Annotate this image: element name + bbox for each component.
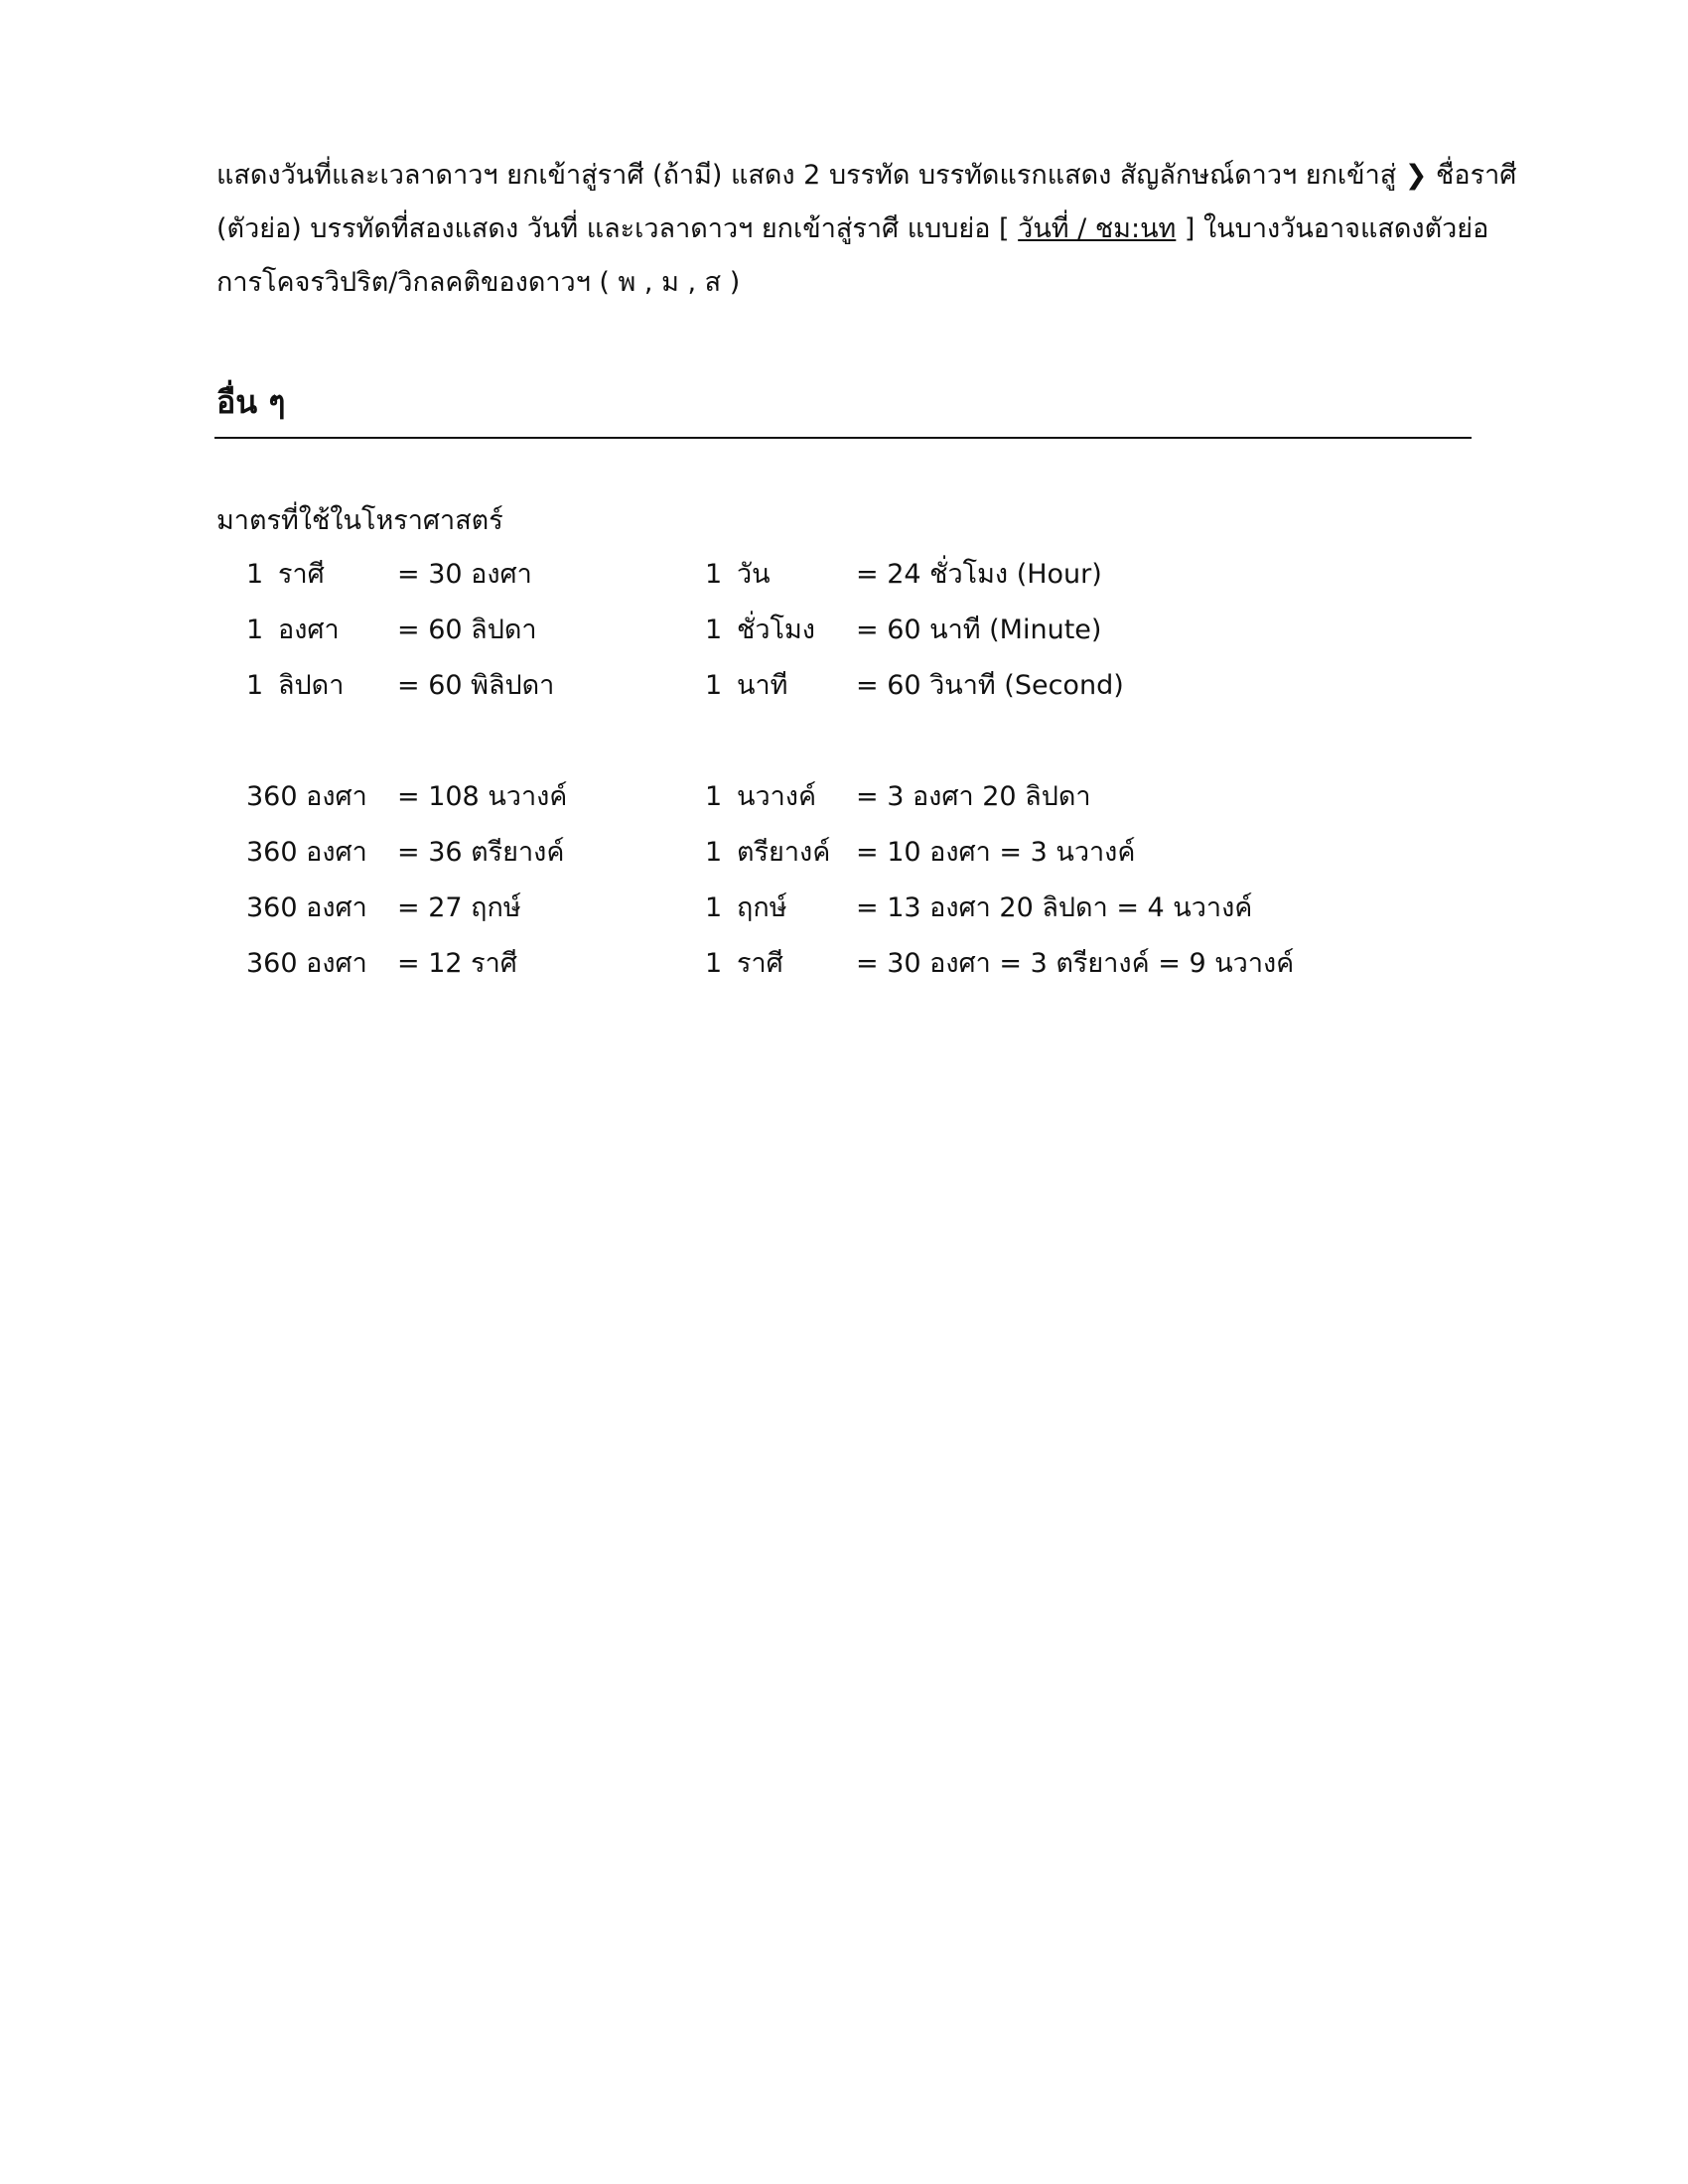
intro-line-1 (216, 149, 1517, 203)
unit-count: 1 (705, 837, 723, 868)
unit-equivalent: = 36 ตรียางค์ (397, 837, 565, 868)
unit-name: ตรียางค์ (737, 837, 831, 868)
unit-equivalent: = 12 ราศี (397, 948, 517, 979)
unit-row (0, 774, 1688, 820)
unit-row (0, 941, 1688, 987)
unit-count: 1 (705, 559, 723, 590)
unit-equivalent: = 60 ลิปดา (397, 614, 537, 645)
date-time-format: วันที่ / ชม:นท (1018, 213, 1177, 244)
unit-name: วัน (737, 559, 771, 590)
unit-row (0, 830, 1688, 876)
unit-total: 360 องศา (246, 837, 367, 868)
unit-equivalent: = 27 ฤกษ์ (397, 892, 521, 923)
unit-name: ราศี (278, 559, 325, 590)
section-divider (214, 437, 1472, 439)
unit-name: ราศี (737, 948, 783, 979)
unit-total: 360 องศา (246, 781, 367, 812)
unit-count: 1 (705, 948, 723, 979)
unit-count: 1 (246, 670, 264, 701)
unit-row (0, 552, 1688, 598)
unit-name: นวางค์ (737, 781, 817, 812)
unit-equivalent: = 60 นาที (Minute) (856, 614, 1102, 645)
unit-equivalent: = 30 องศา = 3 ตรียางค์ = 9 นวางค์ (856, 948, 1295, 979)
intro-line-1-end: ชื่อราศี (1436, 160, 1517, 191)
intro-line-2-end: ] ในบางวันอาจแสดงตัวย่อ (1184, 213, 1489, 244)
unit-count: 1 (246, 559, 264, 590)
intro-line-1-text: แสดงวันที่และเวลาดาวฯ ยกเข้าสู่ราศี (ถ้ามี) แสดง 2 บรรทัด บรรทัดแรกแสดง สัญลักษณ์ดาวฯ ยกเข้าสู่ (216, 160, 1397, 191)
intro-line-3: การโคจรวิปริต/วิกลคติของดาวฯ ( พ , ม , ส ) (216, 267, 741, 298)
unit-name: ลิปดา (278, 670, 345, 701)
unit-equivalent: = 13 องศา 20 ลิปดา = 4 นวางค์ (856, 892, 1253, 923)
unit-row (0, 663, 1688, 709)
section-heading: อื่น ๆ (216, 383, 286, 421)
unit-row (0, 886, 1688, 931)
intro-line-2-text: (ตัวย่อ) บรรทัดที่สองแสดง วันที่ และเวลาดาวฯ ยกเข้าสู่ราศี แบบย่อ [ (216, 213, 1010, 244)
unit-total: 360 องศา (246, 892, 367, 923)
unit-count: 1 (705, 781, 723, 812)
unit-equivalent: = 24 ชั่วโมง (Hour) (856, 559, 1102, 590)
unit-total: 360 องศา (246, 948, 367, 979)
intro-line-2 (216, 203, 1489, 256)
unit-count: 1 (705, 892, 723, 923)
unit-equivalent: = 60 พิลิปดา (397, 670, 555, 701)
unit-equivalent: = 3 องศา 20 ลิปดา (856, 781, 1091, 812)
unit-equivalent: = 60 วินาที (Second) (856, 670, 1124, 701)
unit-name: ชั่วโมง (737, 614, 815, 645)
units-subtitle: มาตรที่ใช้ในโหราศาสตร์ (216, 505, 503, 536)
chevron-right-icon: ❯ (1404, 160, 1428, 191)
unit-name: นาที (737, 670, 788, 701)
unit-count: 1 (705, 614, 723, 645)
intro-paragraph (216, 149, 1517, 310)
unit-count: 1 (705, 670, 723, 701)
unit-equivalent: = 10 องศา = 3 นวางค์ (856, 837, 1136, 868)
unit-count: 1 (246, 614, 264, 645)
unit-row (0, 608, 1688, 653)
unit-equivalent: = 108 นวางค์ (397, 781, 568, 812)
unit-equivalent: = 30 องศา (397, 559, 532, 590)
unit-name: ฤกษ์ (737, 892, 787, 923)
unit-name: องศา (278, 614, 340, 645)
